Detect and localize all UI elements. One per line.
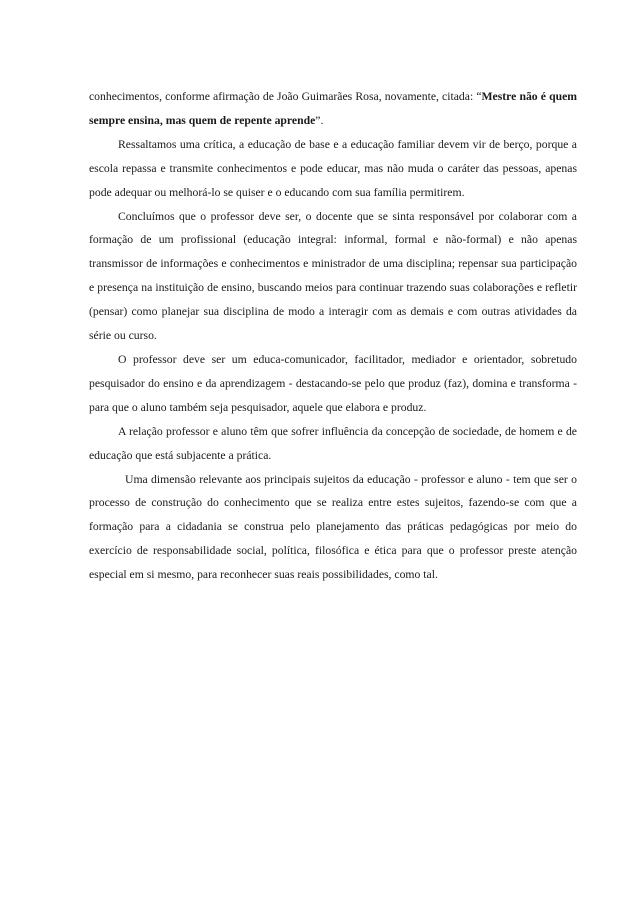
paragraph-professor-role: O professor deve ser um educa-comunicador, facilitador, mediador e orientador, sobretudo pesquisador do ensino e da aprendizagem - destacando-se pelo que produz (faz), domina e transforma - para que o aluno também seja pesquisador, aquele que elabora e produz. (89, 352, 577, 414)
paragraph-quote (89, 85, 577, 133)
quote-tail-text: ”. (315, 113, 324, 127)
quote-lead-text: conhecimentos, conforme afirmação de João Guimarães Rosa, novamente, citada: “ (89, 90, 482, 103)
paragraph-relacao: A relação professor e aluno têm que sofrer influência da concepção de sociedade, de homem e de educação que está subjacente a prática. (89, 424, 577, 462)
paragraph-concluimos: Concluímos que o professor deve ser, o docente que se sinta responsável por colaborar com a formação de um profissional (educação integral: informal, formal e não-formal) e não apenas transmissor de informações e conhecimentos e ministrador de uma disciplina; repensar sua participação e presença na instituição de ensino, buscando meios para continuar trazendo suas colaborações e refletir (pensar) como planejar sua disciplina de modo a interagir com as demais e com outras atividades da série ou curso. (89, 209, 577, 343)
quote-bold-text: Mestre não é quem sempre ensina, mas quem de repente aprende (89, 90, 577, 127)
paragraph-dimensao: Uma dimensão relevante aos principais sujeitos da educação - professor e aluno - tem que ser o processo de construção do conhecimento que se realiza entre estes sujeitos, fazendo-se com que a formação para a cidadania se construa pelo planejamento das práticas pedagógicas por meio do exercício de responsabilidade social, política, filosófica e ética para que o professor preste atenção especial em si mesmo, para reconhecer suas reais possibilidades, como tal. (89, 472, 577, 582)
document-page (89, 85, 577, 587)
paragraph-ressaltamos: Ressaltamos uma crítica, a educação de base e a educação familiar devem vir de berço, porque a escola repassa e transmite conhecimentos e pode educar, mas não muda o caráter das pessoas, apenas pode adequar ou melhorá-lo se quiser e o educando com sua família permitirem. (89, 137, 577, 199)
